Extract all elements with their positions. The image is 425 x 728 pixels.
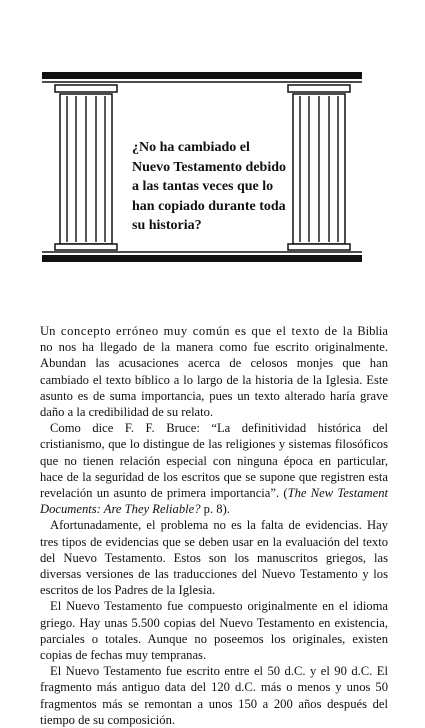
paragraph-2-tail: p. 8).	[200, 502, 230, 517]
question-line: Nuevo Testamento debido	[132, 159, 287, 175]
question-line: a las tantas veces que lo	[132, 179, 274, 194]
article-body	[40, 323, 388, 728]
paragraph-4: El Nuevo Testamento fue compuesto originalmente en el idioma griego. Hay unas 5.500 copias del Nuevo Testamento en existencia, parciales o totales. Aunque no poseemos los originales, existen copias de fechas muy tempranas.	[40, 599, 388, 663]
question-line: han copiado durante toda	[132, 198, 286, 214]
paragraph-5: El Nuevo Testamento fue escrito entre el 50 d.C. y el 90 d.C. El fragmento más antiguo data del 120 d.C. más o menos y unos 50 fragmentos más se remontan a unos 150 a 200 años después del tiempo de su composición.	[40, 664, 388, 727]
book-citation: The New Testament Documents: Are They Reliable?	[40, 486, 388, 517]
question-line: su historia?	[132, 218, 202, 233]
right-column-icon	[288, 85, 350, 250]
question-line: ¿No ha cambiado el	[132, 140, 250, 155]
top-slab	[42, 72, 362, 79]
bottom-slab	[42, 255, 362, 262]
paragraph-1	[40, 323, 388, 420]
paragraph-2	[40, 420, 388, 517]
left-column-icon	[55, 85, 117, 250]
callout-question	[132, 138, 292, 236]
paragraph-1-lead: Un concepto erróneo muy común es que el texto de la	[40, 324, 353, 338]
paragraph-2-text: Como dice F. F. Bruce: “La definitividad histórica del cristianismo, que lo distingue de las religiones y sistemas filosóficos que no tienen relación especial con ninguna época en particular, hace de la seguridad de los escritos que se supone que registren esta revelación un asunto de primera importancia”. (	[40, 421, 388, 501]
paragraph-1-rest: Biblia no nos ha llegado de la manera como fue escrito originalmente. Abundan las acusaciones acerca de celosos monjes que han cambiado el texto bíblico a lo largo de la historia de la Iglesia. Este asunto es de suma importancia, pues un texto alterado haría grave daño a la credibilidad de su relato.	[40, 324, 389, 420]
paragraph-3: Afortunadamente, el problema no es la falta de evidencias. Hay tres tipos de evidencias que se deben usar en la evaluación del texto del Nuevo Testamento. Estos son los manuscritos griegos, las diversas versiones de las traducciones del Nuevo Testamento y los escritos de los Padres de la Iglesia.	[40, 518, 388, 598]
